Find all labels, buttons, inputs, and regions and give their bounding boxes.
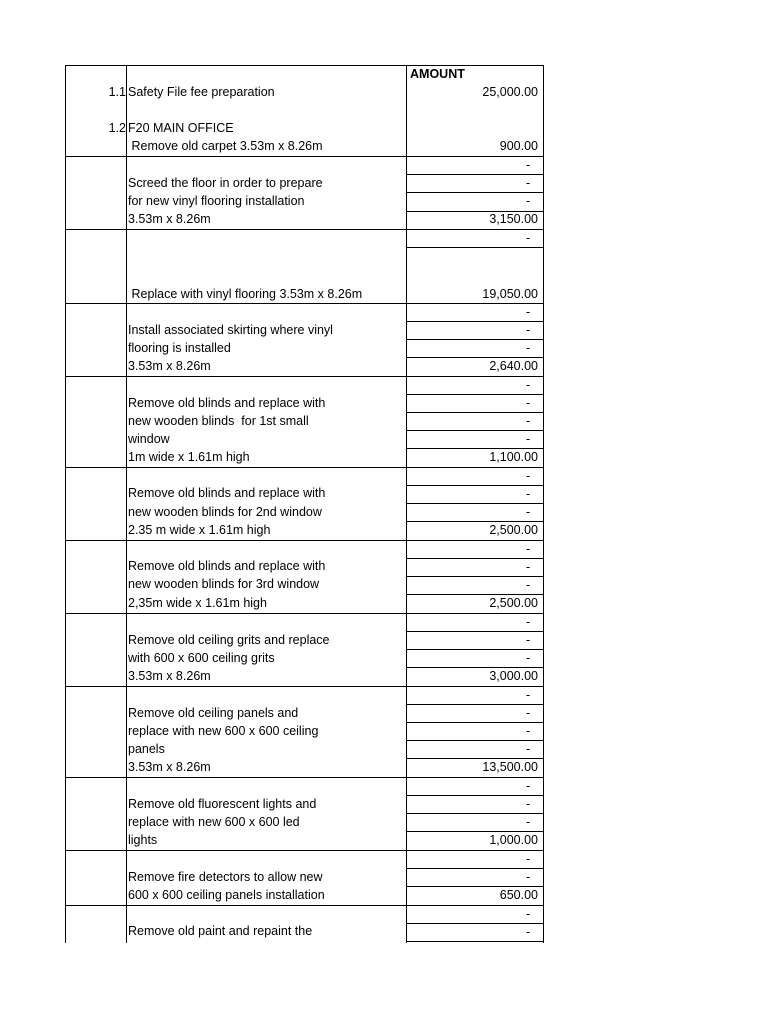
empty-amount-dash: - [526,341,531,355]
item-number: 1.1 [108,85,126,99]
empty-amount-dash: - [526,378,531,392]
row-separator [65,613,544,614]
item-description: Install associated skirting where vinyl [128,323,333,337]
item-description: Remove old ceiling panels and [128,706,299,720]
item-description: new wooden blinds for 1st small [128,414,309,428]
amount-cell-line [406,722,544,723]
empty-amount-dash: - [526,469,531,483]
description-column-border [126,65,127,943]
item-description: for new vinyl flooring installation [128,194,305,208]
item-amount: 3,000.00 [489,669,538,683]
empty-amount-dash: - [526,615,531,629]
item-description: 3.53m x 8.26m [128,212,211,226]
amount-column-border-left [406,65,407,943]
empty-amount-dash: - [526,487,531,501]
row-separator [65,229,544,230]
empty-amount-dash: - [526,797,531,811]
amount-cell-line [406,868,544,869]
item-description: 2,35m wide x 1.61m high [128,596,267,610]
empty-amount-dash: - [526,158,531,172]
amount-cell-line [406,631,544,632]
empty-amount-dash: - [526,925,531,939]
empty-amount-dash: - [526,323,531,337]
amount-cell-line [406,174,544,175]
amount-cell-line [406,740,544,741]
amount-cell-line [406,941,544,942]
amount-cell-line [406,704,544,705]
empty-amount-dash: - [526,542,531,556]
amount-cell-line [406,247,544,248]
row-separator [65,777,544,778]
table-border-top [65,65,544,66]
empty-amount-dash: - [526,194,531,208]
item-description: Remove old carpet 3.53m x 8.26m [128,139,323,153]
item-description: with 600 x 600 ceiling grits [128,651,275,665]
row-separator [65,686,544,687]
item-description: replace with new 600 x 600 ceiling [128,724,319,738]
item-description: 3.53m x 8.26m [128,669,211,683]
empty-amount-dash: - [526,432,531,446]
row-separator [65,905,544,906]
amount-cell-line [406,813,544,814]
amount-cell-line [406,503,544,504]
empty-amount-dash: - [526,633,531,647]
amount-cell-line [406,412,544,413]
item-description: 2.35 m wide x 1.61m high [128,523,271,537]
empty-amount-dash: - [526,396,531,410]
item-description: new wooden blinds for 2nd window [128,505,322,519]
amount-column-border-right [543,65,544,943]
item-amount: 1,000.00 [489,833,538,847]
empty-amount-dash: - [526,688,531,702]
item-description: window [128,432,170,446]
table-border-left [65,65,66,943]
item-description: Remove old blinds and replace with [128,396,326,410]
empty-amount-dash: - [526,779,531,793]
amount-cell-line [406,795,544,796]
item-amount: 25,000.00 [482,85,538,99]
item-description: flooring is installed [128,341,231,355]
item-description: Remove old ceiling grits and replace [128,633,330,647]
amount-cell-line [406,485,544,486]
item-number: 1.2 [108,121,126,135]
row-separator [65,156,544,157]
item-description: Screed the floor in order to prepare [128,176,323,190]
item-amount: 13,500.00 [482,760,538,774]
row-separator [65,303,544,304]
empty-amount-dash: - [526,305,531,319]
empty-amount-dash: - [526,231,531,245]
item-description: 3.53m x 8.26m [128,359,211,373]
empty-amount-dash: - [526,907,531,921]
empty-amount-dash: - [526,560,531,574]
item-description: Remove old blinds and replace with [128,559,326,573]
item-description: Replace with vinyl flooring 3.53m x 8.26m [128,287,363,301]
item-description: lights [128,833,158,847]
item-description: 3.53m x 8.26m [128,760,211,774]
item-description: 1m wide x 1.61m high [128,450,250,464]
empty-amount-dash: - [526,724,531,738]
empty-amount-dash: - [526,706,531,720]
item-amount: 650.00 [499,888,538,902]
item-description: new wooden blinds for 3rd window [128,577,320,591]
empty-amount-dash: - [526,870,531,884]
item-amount: 3,150.00 [489,212,538,226]
section-title: F20 MAIN OFFICE [128,121,234,135]
amount-cell-line [406,339,544,340]
item-description: Remove old paint and repaint the [128,924,313,938]
empty-amount-dash: - [526,505,531,519]
amount-cell-line [406,558,544,559]
empty-amount-dash: - [526,176,531,190]
item-amount: 2,640.00 [489,359,538,373]
item-description: Remove fire detectors to allow new [128,870,323,884]
amount-column-header: AMOUNT [410,67,465,81]
item-amount: 19,050.00 [482,287,538,301]
empty-amount-dash: - [526,815,531,829]
amount-cell-line [406,576,544,577]
empty-amount-dash: - [526,742,531,756]
item-amount: 1,100.00 [489,450,538,464]
empty-amount-dash: - [526,852,531,866]
row-separator [65,540,544,541]
empty-amount-dash: - [526,414,531,428]
amount-cell-line [406,923,544,924]
row-separator [65,850,544,851]
item-description: Safety File fee preparation [128,85,275,99]
amount-cell-line [406,394,544,395]
item-amount: 900.00 [499,139,538,153]
item-description: panels [128,742,165,756]
item-amount: 2,500.00 [489,523,538,537]
row-separator [65,467,544,468]
amount-cell-line [406,321,544,322]
row-separator [65,376,544,377]
item-description: Remove old fluorescent lights and [128,797,317,811]
item-description: replace with new 600 x 600 led [128,815,300,829]
amount-cell-line [406,192,544,193]
amount-cell-line [406,430,544,431]
empty-amount-dash: - [526,651,531,665]
item-description: Remove old blinds and replace with [128,486,326,500]
item-amount: 2,500.00 [489,596,538,610]
item-description: 600 x 600 ceiling panels installation [128,888,325,902]
amount-cell-line [406,649,544,650]
empty-amount-dash: - [526,578,531,592]
